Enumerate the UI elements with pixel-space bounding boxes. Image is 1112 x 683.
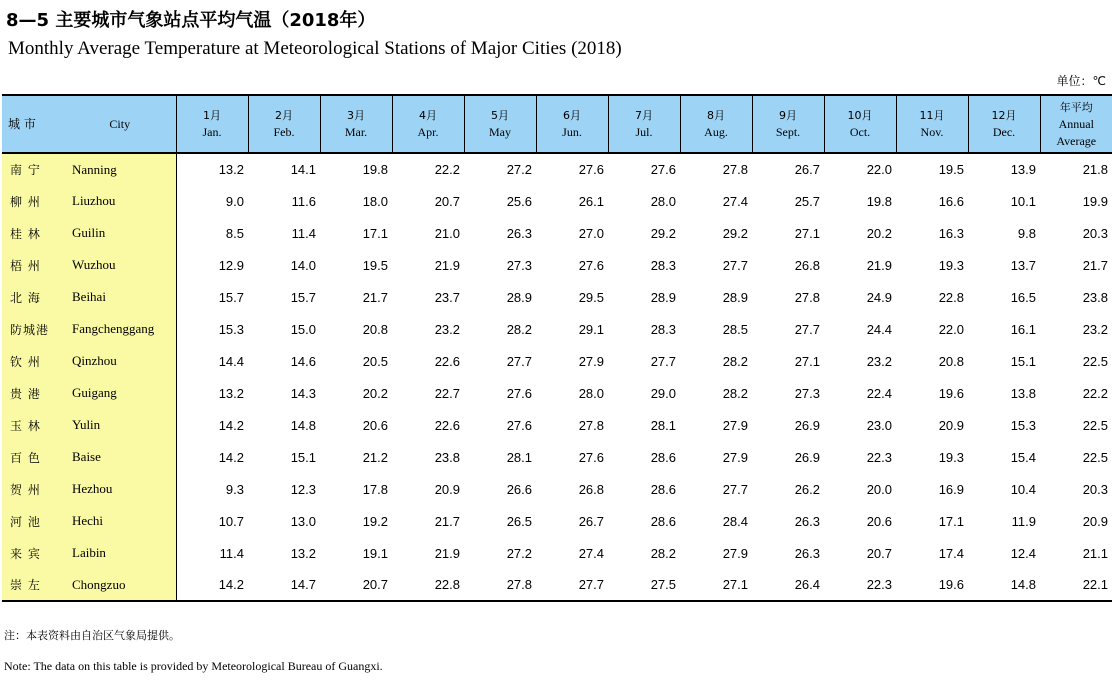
city-name-cn: 来 宾	[2, 537, 64, 569]
city-name-cn: 河 池	[2, 505, 64, 537]
temperature-cell: 27.9	[722, 417, 748, 433]
table-row	[2, 377, 1112, 409]
city-name-cn: 百 色	[2, 441, 64, 473]
temperature-cell: 26.7	[794, 162, 820, 177]
city-name-en: Fangchenggang	[64, 313, 176, 345]
temperature-cell: 27.8	[578, 417, 604, 433]
city-name-en: Liuzhou	[64, 185, 176, 217]
temperature-cell: 23.2	[434, 321, 460, 337]
temperature-cell: 14.0	[290, 257, 316, 273]
temperature-cell: 27.6	[578, 449, 604, 465]
temperature-cell: 27.7	[722, 481, 748, 497]
header-column	[320, 95, 392, 153]
temperature-cell: 15.4	[1010, 449, 1036, 465]
temperature-cell: 14.6	[290, 353, 316, 369]
temperature-cell: 22.8	[938, 289, 964, 305]
temperature-cell: 28.2	[722, 353, 748, 369]
temperature-cell: 14.2	[218, 417, 244, 433]
temperature-cell: 18.0	[362, 193, 388, 209]
temperature-cell: 14.7	[248, 569, 320, 601]
temperature-cell: 29.2	[650, 225, 676, 241]
temperature-cell: 20.9	[938, 417, 964, 433]
temperature-cell: 16.9	[938, 481, 964, 497]
table-row	[2, 281, 1112, 313]
temperature-cell: 26.5	[506, 513, 532, 529]
header-column	[608, 95, 680, 153]
header-column-cn: 7月	[635, 109, 653, 122]
header-column-cn: 2月	[275, 109, 293, 122]
header-column-en: Aug.	[704, 125, 728, 139]
temperature-cell: 27.9	[722, 545, 748, 561]
page-title-english: Monthly Average Temperature at Meteorological Stations of Major Cities (2018)	[8, 38, 622, 59]
header-column	[464, 95, 536, 153]
temperature-cell: 28.9	[650, 289, 676, 305]
temperature-cell: 20.7	[866, 545, 892, 561]
temperature-cell: 28.3	[650, 257, 676, 273]
temperature-cell: 9.0	[225, 193, 244, 209]
temperature-cell: 19.2	[362, 513, 388, 529]
city-name-en: Baise	[64, 441, 176, 473]
temperature-cell: 21.8	[1082, 162, 1108, 177]
temperature-cell: 26.1	[578, 193, 604, 209]
temperature-cell: 23.7	[434, 289, 460, 305]
temperature-cell: 26.3	[794, 513, 820, 529]
temperature-cell: 13.7	[1010, 257, 1036, 273]
temperature-cell: 27.3	[794, 385, 820, 401]
header-column-cn: 8月	[707, 109, 725, 122]
header-column	[1040, 95, 1112, 153]
city-name-en: Chongzuo	[64, 569, 176, 601]
city-name-cn: 钦 州	[2, 345, 64, 377]
temperature-cell: 14.3	[290, 385, 316, 401]
temperature-cell: 20.8	[938, 353, 964, 369]
table-row	[2, 505, 1112, 537]
temperature-cell: 26.4	[752, 569, 824, 601]
temperature-cell: 24.9	[866, 289, 892, 305]
header-column-en: Nov.	[920, 125, 944, 139]
header-column-cn: 10月	[847, 109, 873, 122]
header-column-cn: 3月	[347, 109, 365, 122]
temperature-cell: 22.2	[434, 162, 460, 177]
temperature-cell: 19.9	[1082, 193, 1108, 209]
temperature-cell: 21.1	[1082, 545, 1108, 561]
header-column-cn: 11月	[919, 109, 945, 122]
header-column-en: Jan.	[202, 125, 222, 139]
temperature-cell: 13.0	[290, 513, 316, 529]
temperature-cell: 23.2	[1082, 321, 1108, 337]
temperature-cell: 28.2	[650, 545, 676, 561]
temperature-cell: 26.9	[794, 417, 820, 433]
city-name-en: Nanning	[64, 153, 176, 185]
header-column-en: Feb.	[273, 125, 295, 139]
temperature-cell: 27.1	[794, 353, 820, 369]
temperature-cell: 27.7	[794, 321, 820, 337]
table-row	[2, 185, 1112, 217]
temperature-cell: 23.8	[434, 449, 460, 465]
temperature-cell: 21.9	[434, 257, 460, 273]
temperature-cell: 25.7	[794, 193, 820, 209]
header-column-en2: Average	[1056, 133, 1097, 148]
temperature-cell: 26.6	[506, 481, 532, 497]
temperature-cell: 21.9	[866, 257, 892, 273]
header-column-en: Apr.	[417, 125, 439, 139]
temperature-cell: 22.3	[866, 449, 892, 465]
temperature-cell: 24.4	[866, 321, 892, 337]
temperature-cell: 21.0	[434, 225, 460, 241]
temperature-cell: 21.7	[434, 513, 460, 529]
header-column-cn: 年平均	[1059, 100, 1093, 114]
header-column	[680, 95, 752, 153]
header-column-cn: 12月	[991, 109, 1017, 122]
city-name-en: Hezhou	[64, 473, 176, 505]
temperature-cell: 26.8	[578, 481, 604, 497]
temperature-cell: 13.9	[1010, 162, 1036, 177]
temperature-cell: 27.8	[722, 162, 748, 177]
temperature-cell: 28.9	[506, 289, 532, 305]
temperature-cell: 13.2	[290, 545, 316, 561]
temperature-cell: 9.3	[225, 481, 244, 497]
temperature-cell: 15.0	[290, 321, 316, 337]
temperature-cell: 9.8	[1017, 225, 1036, 241]
city-name-en: Hechi	[64, 505, 176, 537]
temperature-cell: 22.0	[866, 162, 892, 177]
temperature-cell: 28.1	[650, 417, 676, 433]
temperature-cell: 27.5	[608, 569, 680, 601]
temperature-cell: 21.9	[434, 545, 460, 561]
temperature-cell: 28.0	[578, 385, 604, 401]
temperature-cell: 15.1	[1010, 353, 1036, 369]
city-name-en: Qinzhou	[64, 345, 176, 377]
temperature-cell: 19.1	[362, 545, 388, 561]
header-column	[896, 95, 968, 153]
temperature-cell: 27.8	[464, 569, 536, 601]
temperature-cell: 26.8	[794, 257, 820, 273]
temperature-cell: 25.6	[506, 193, 532, 209]
temperature-cell: 20.9	[434, 481, 460, 497]
header-column-cn: 5月	[491, 109, 509, 122]
temperature-cell: 20.3	[1082, 225, 1108, 241]
table-body	[2, 153, 1112, 601]
city-name-cn: 防城港	[2, 313, 64, 345]
temperature-cell: 28.5	[722, 321, 748, 337]
header-column-en: Sept.	[775, 125, 801, 139]
temperature-cell: 22.6	[434, 353, 460, 369]
temperature-cell: 20.7	[434, 193, 460, 209]
temperature-cell: 19.8	[362, 162, 388, 177]
temperature-cell: 27.4	[722, 193, 748, 209]
temperature-cell: 27.0	[578, 225, 604, 241]
temperature-cell: 27.2	[506, 162, 532, 177]
temperature-table	[2, 94, 1112, 602]
temperature-cell: 27.4	[578, 545, 604, 561]
city-name-cn: 崇 左	[2, 569, 64, 601]
temperature-cell: 29.5	[578, 289, 604, 305]
temperature-cell: 27.1	[794, 225, 820, 241]
temperature-cell: 11.9	[1011, 513, 1036, 529]
table-row	[2, 473, 1112, 505]
temperature-cell: 22.5	[1082, 417, 1108, 433]
temperature-cell: 26.3	[794, 545, 820, 561]
temperature-cell: 17.1	[938, 513, 964, 529]
temperature-cell: 11.6	[291, 193, 316, 209]
temperature-cell: 22.0	[938, 321, 964, 337]
footnote-chinese: 注：本表资料由自治区气象局提供。	[4, 629, 180, 642]
temperature-cell: 27.6	[578, 162, 604, 177]
temperature-cell: 26.3	[506, 225, 532, 241]
temperature-cell: 22.8	[392, 569, 464, 601]
table-row	[2, 313, 1112, 345]
temperature-cell: 13.8	[1010, 385, 1036, 401]
temperature-cell: 27.7	[722, 257, 748, 273]
city-name-en: Laibin	[64, 537, 176, 569]
temperature-cell: 20.8	[362, 321, 388, 337]
header-column-en: Annual	[1058, 116, 1094, 131]
header-city-en: City	[64, 95, 176, 153]
temperature-cell: 20.3	[1082, 481, 1108, 497]
temperature-cell: 27.8	[794, 289, 820, 305]
temperature-cell: 22.6	[434, 417, 460, 433]
temperature-cell: 28.0	[650, 193, 676, 209]
table-header	[2, 95, 1112, 153]
temperature-cell: 28.6	[650, 513, 676, 529]
table-row	[2, 537, 1112, 569]
temperature-cell: 28.1	[506, 449, 532, 465]
temperature-cell: 19.3	[938, 257, 964, 273]
temperature-cell: 22.7	[434, 385, 460, 401]
temperature-cell: 8.5	[225, 225, 244, 241]
header-row	[2, 95, 1112, 153]
temperature-cell: 19.5	[938, 162, 964, 177]
temperature-cell: 16.1	[1010, 321, 1036, 337]
temperature-cell: 14.4	[218, 353, 244, 369]
temperature-cell: 17.4	[938, 545, 964, 561]
temperature-cell: 27.6	[506, 385, 532, 401]
temperature-cell: 14.2	[176, 569, 248, 601]
header-column-en: Dec.	[992, 125, 1016, 139]
temperature-cell: 10.4	[1010, 481, 1036, 497]
temperature-cell: 21.2	[362, 449, 388, 465]
temperature-cell: 12.3	[290, 481, 316, 497]
temperature-cell: 19.3	[938, 449, 964, 465]
temperature-cell: 29.2	[722, 225, 748, 241]
city-name-cn: 柳 州	[2, 185, 64, 217]
table-row	[2, 409, 1112, 441]
temperature-cell: 29.1	[578, 321, 604, 337]
temperature-cell: 13.2	[218, 162, 244, 177]
temperature-cell: 20.6	[866, 513, 892, 529]
temperature-cell: 27.7	[536, 569, 608, 601]
temperature-cell: 28.4	[722, 513, 748, 529]
city-name-en: Yulin	[64, 409, 176, 441]
city-name-en: Beihai	[64, 281, 176, 313]
temperature-cell: 14.8	[968, 569, 1040, 601]
temperature-cell: 16.3	[938, 225, 964, 241]
header-column-cn: 1月	[203, 109, 221, 122]
temperature-cell: 20.5	[362, 353, 388, 369]
temperature-cell: 22.1	[1040, 569, 1112, 601]
temperature-cell: 21.7	[1082, 257, 1108, 273]
table-row	[2, 153, 1112, 185]
temperature-cell: 15.3	[218, 321, 244, 337]
temperature-cell: 26.9	[794, 449, 820, 465]
temperature-cell: 27.2	[506, 545, 532, 561]
header-column-cn: 6月	[563, 109, 581, 122]
temperature-cell: 22.3	[824, 569, 896, 601]
temperature-cell: 28.6	[650, 449, 676, 465]
temperature-cell: 20.6	[362, 417, 388, 433]
temperature-cell: 11.4	[219, 545, 244, 561]
header-column	[752, 95, 824, 153]
header-city-cn: 城 市	[2, 95, 64, 153]
table-row	[2, 569, 1112, 601]
temperature-cell: 19.5	[362, 257, 388, 273]
temperature-cell: 15.7	[290, 289, 316, 305]
temperature-cell: 13.2	[218, 385, 244, 401]
temperature-cell: 28.9	[722, 289, 748, 305]
temperature-cell: 22.2	[1082, 385, 1108, 401]
header-column-en: May	[489, 125, 511, 139]
temperature-cell: 20.7	[320, 569, 392, 601]
temperature-cell: 15.7	[218, 289, 244, 305]
temperature-cell: 16.6	[938, 193, 964, 209]
header-column	[824, 95, 896, 153]
unit-label: 单位：℃	[1056, 74, 1106, 88]
temperature-cell: 27.7	[650, 353, 676, 369]
temperature-cell: 26.7	[578, 513, 604, 529]
temperature-cell: 23.0	[866, 417, 892, 433]
temperature-cell: 20.9	[1082, 513, 1108, 529]
temperature-cell: 28.2	[506, 321, 532, 337]
temperature-cell: 27.6	[578, 257, 604, 273]
temperature-cell: 27.1	[680, 569, 752, 601]
temperature-cell: 28.3	[650, 321, 676, 337]
temperature-cell: 27.9	[578, 353, 604, 369]
temperature-cell: 28.2	[722, 385, 748, 401]
city-name-en: Guilin	[64, 217, 176, 249]
header-column	[392, 95, 464, 153]
header-column	[176, 95, 248, 153]
temperature-cell: 14.8	[290, 417, 316, 433]
temperature-cell: 19.6	[896, 569, 968, 601]
table-row	[2, 345, 1112, 377]
temperature-cell: 27.6	[506, 417, 532, 433]
temperature-cell: 12.4	[1010, 545, 1036, 561]
header-column-cn: 9月	[779, 109, 797, 122]
temperature-cell: 28.6	[650, 481, 676, 497]
city-name-cn: 贵 港	[2, 377, 64, 409]
city-name-en: Guigang	[64, 377, 176, 409]
city-name-cn: 北 海	[2, 281, 64, 313]
header-column-en: Jun.	[562, 125, 582, 139]
temperature-cell: 17.1	[362, 225, 388, 241]
temperature-cell: 19.8	[866, 193, 892, 209]
table-row	[2, 249, 1112, 281]
temperature-cell: 14.1	[290, 162, 316, 177]
header-column-en: Jul.	[635, 125, 653, 139]
header-column-en: Mar.	[344, 125, 368, 139]
temperature-cell: 27.9	[722, 449, 748, 465]
temperature-cell: 26.2	[794, 481, 820, 497]
temperature-cell: 27.6	[650, 162, 676, 177]
temperature-cell: 12.9	[218, 257, 244, 273]
header-column	[968, 95, 1040, 153]
city-name-cn: 南 宁	[2, 153, 64, 185]
temperature-cell: 22.5	[1082, 353, 1108, 369]
temperature-cell: 20.0	[866, 481, 892, 497]
temperature-cell: 16.5	[1010, 289, 1036, 305]
temperature-cell: 10.1	[1010, 193, 1036, 209]
temperature-cell: 19.6	[938, 385, 964, 401]
temperature-cell: 23.2	[866, 353, 892, 369]
page-title-chinese: 8—5 主要城市气象站点平均气温（2018年）	[6, 10, 376, 31]
temperature-cell: 20.2	[866, 225, 892, 241]
temperature-cell: 14.2	[218, 449, 244, 465]
city-name-cn: 梧 州	[2, 249, 64, 281]
temperature-cell: 27.3	[506, 257, 532, 273]
temperature-cell: 20.2	[362, 385, 388, 401]
temperature-cell: 22.5	[1082, 449, 1108, 465]
temperature-cell: 10.7	[218, 513, 244, 529]
temperature-cell: 23.8	[1082, 289, 1108, 305]
temperature-cell: 21.7	[362, 289, 388, 305]
header-column-en: Oct.	[849, 125, 871, 139]
temperature-cell: 15.3	[1010, 417, 1036, 433]
temperature-cell: 29.0	[650, 385, 676, 401]
header-column	[248, 95, 320, 153]
city-name-cn: 贺 州	[2, 473, 64, 505]
temperature-cell: 22.4	[866, 385, 892, 401]
temperature-cell: 11.4	[291, 225, 316, 241]
table-row	[2, 441, 1112, 473]
city-name-cn: 桂 林	[2, 217, 64, 249]
city-name-en: Wuzhou	[64, 249, 176, 281]
city-name-cn: 玉 林	[2, 409, 64, 441]
table-row	[2, 217, 1112, 249]
header-column	[536, 95, 608, 153]
temperature-cell: 15.1	[290, 449, 316, 465]
temperature-cell: 17.8	[362, 481, 388, 497]
footnote-english: Note: The data on this table is provided by Meteorological Bureau of Guangxi.	[4, 659, 383, 673]
temperature-cell: 27.7	[506, 353, 532, 369]
header-column-cn: 4月	[419, 109, 437, 122]
